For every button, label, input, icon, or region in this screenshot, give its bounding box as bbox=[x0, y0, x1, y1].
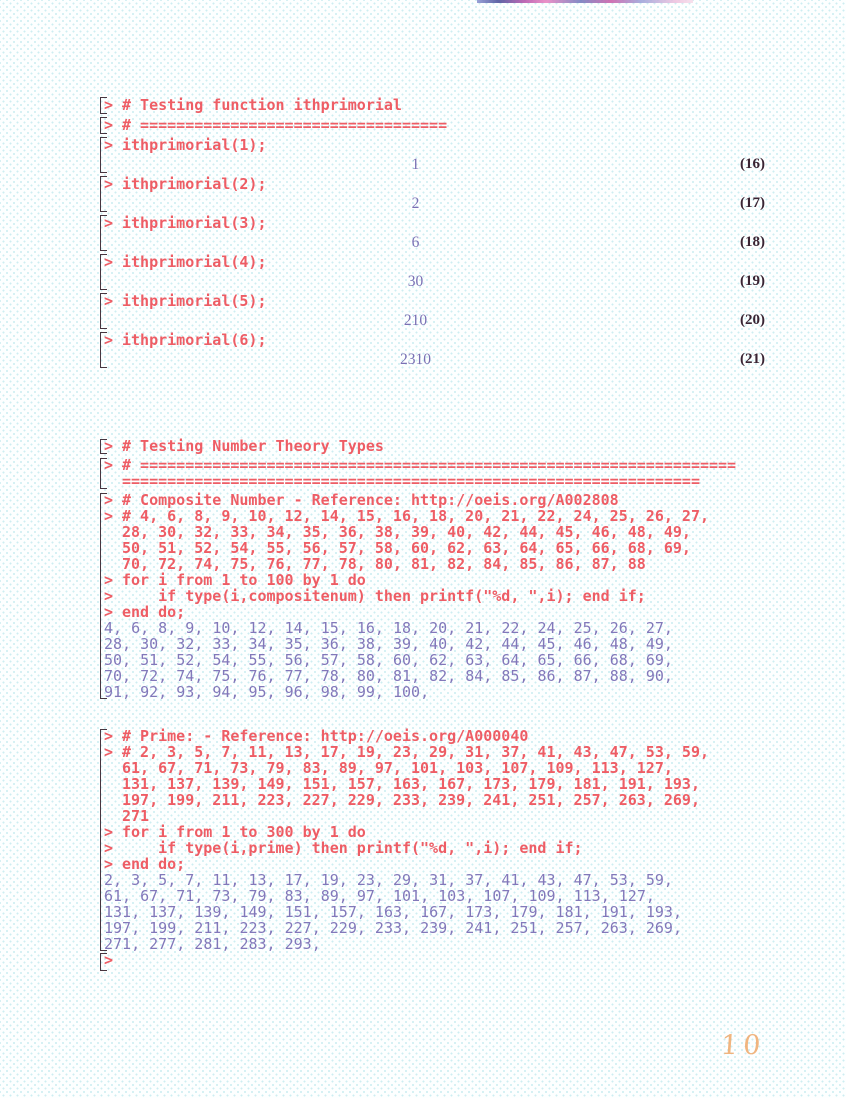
output-row bbox=[104, 311, 765, 330]
input-command: ithprimorial(4); bbox=[122, 253, 267, 271]
comment-line bbox=[104, 760, 765, 776]
section-ithprimorial-tests bbox=[100, 96, 765, 370]
execution-group-bracket bbox=[100, 254, 107, 290]
code-line bbox=[104, 136, 765, 155]
output-row bbox=[104, 233, 765, 252]
maple-prompt: > bbox=[104, 571, 114, 589]
execution-group bbox=[100, 292, 765, 330]
typeset-result: 2 bbox=[411, 194, 420, 212]
equation-label: (16) bbox=[740, 156, 765, 172]
output-line: 61, 67, 71, 73, 79, 83, 89, 97, 101, 103, 107, 109, 113, 127, bbox=[104, 887, 655, 905]
maple-prompt: > bbox=[104, 292, 114, 310]
maple-prompt: > bbox=[104, 507, 114, 525]
input-command: end do; bbox=[122, 603, 186, 621]
maple-prompt: > bbox=[104, 456, 114, 474]
maple-prompt: > bbox=[104, 214, 114, 232]
code-line bbox=[104, 604, 765, 620]
comment-line bbox=[104, 96, 765, 115]
comment-text: # Testing function ithprimorial bbox=[122, 96, 402, 114]
code-line bbox=[104, 292, 765, 311]
output-line: 197, 199, 211, 223, 227, 229, 233, 239, 241, 251, 257, 263, 269, bbox=[104, 919, 682, 937]
equation-label: (17) bbox=[740, 195, 765, 211]
execution-group bbox=[100, 331, 765, 369]
section-prime-numbers bbox=[100, 728, 765, 954]
maple-prompt: > bbox=[104, 96, 114, 114]
execution-group bbox=[100, 952, 765, 972]
divider-text: ================================================================ bbox=[122, 472, 700, 490]
equation-label: (20) bbox=[740, 312, 765, 328]
code-line bbox=[104, 588, 765, 604]
execution-group bbox=[100, 175, 765, 213]
output-line: 50, 51, 52, 54, 55, 56, 57, 58, 60, 62, 63, 64, 65, 66, 68, 69, bbox=[104, 651, 673, 669]
execution-group-bracket bbox=[100, 137, 107, 173]
typeset-result: 30 bbox=[407, 272, 424, 290]
code-line bbox=[104, 253, 765, 272]
output-line: 70, 72, 74, 75, 76, 77, 78, 80, 81, 82, 84, 85, 86, 87, 88, 90, bbox=[104, 667, 673, 685]
input-command: ithprimorial(5); bbox=[122, 292, 267, 310]
section-empty-prompt bbox=[100, 952, 765, 973]
execution-group-bracket bbox=[100, 293, 107, 329]
code-line bbox=[104, 175, 765, 194]
comment-text: # Prime: - Reference: http://oeis.org/A000040 bbox=[122, 727, 529, 745]
equation-label: (21) bbox=[740, 351, 765, 367]
comment-text: 197, 199, 211, 223, 227, 229, 233, 239, 241, 251, 257, 263, 269, bbox=[122, 791, 700, 809]
typeset-result: 6 bbox=[411, 233, 420, 251]
execution-group-bracket bbox=[100, 97, 107, 114]
code-line bbox=[104, 331, 765, 350]
maple-prompt: > bbox=[104, 491, 114, 509]
code-line bbox=[104, 840, 765, 856]
output-line: 28, 30, 32, 33, 34, 35, 36, 38, 39, 40, 42, 44, 45, 46, 48, 49, bbox=[104, 635, 673, 653]
maple-prompt: > bbox=[104, 743, 114, 761]
maple-prompt: > bbox=[104, 587, 114, 605]
maple-prompt: > bbox=[104, 175, 114, 193]
execution-group bbox=[100, 728, 765, 952]
divider-text: # ================================================================== bbox=[122, 456, 737, 474]
input-command: if type(i,prime) then printf("%d, ",i); end if; bbox=[122, 839, 583, 857]
typeset-result: 1 bbox=[411, 155, 420, 173]
comment-line bbox=[104, 792, 765, 808]
execution-group bbox=[100, 492, 765, 700]
maple-prompt: > bbox=[104, 603, 114, 621]
code-line bbox=[104, 856, 765, 872]
comment-text: 271 bbox=[122, 807, 150, 825]
comment-text: 28, 30, 32, 33, 34, 35, 36, 38, 39, 40, 42, 44, 45, 46, 48, 49, bbox=[122, 523, 691, 541]
execution-group bbox=[100, 116, 765, 135]
comment-text: # Testing Number Theory Types bbox=[122, 437, 384, 455]
comment-text: 70, 72, 74, 75, 76, 77, 78, 80, 81, 82, 84, 85, 86, 87, 88 bbox=[122, 555, 646, 573]
execution-group-bracket bbox=[100, 729, 107, 951]
comment-divider-line bbox=[104, 473, 765, 489]
output-row bbox=[104, 155, 765, 174]
comment-line bbox=[104, 540, 765, 556]
comment-line bbox=[104, 728, 765, 744]
comment-line bbox=[104, 808, 765, 824]
comment-text: 131, 137, 139, 149, 151, 157, 163, 167, 173, 179, 181, 191, 193, bbox=[122, 775, 700, 793]
output-line: 2, 3, 5, 7, 11, 13, 17, 19, 23, 29, 31, 37, 41, 43, 47, 53, 59, bbox=[104, 871, 673, 889]
code-line bbox=[104, 214, 765, 233]
code-line bbox=[104, 824, 765, 840]
output-row bbox=[104, 350, 765, 369]
execution-group bbox=[100, 438, 765, 455]
typeset-result: 2310 bbox=[400, 350, 431, 368]
equation-label: (18) bbox=[740, 234, 765, 250]
output-line: 4, 6, 8, 9, 10, 12, 14, 15, 16, 18, 20, 21, 22, 24, 25, 26, 27, bbox=[104, 619, 673, 637]
comment-divider-line bbox=[104, 116, 765, 135]
execution-group bbox=[100, 457, 765, 490]
comment-line bbox=[104, 438, 765, 454]
input-command: ithprimorial(2); bbox=[122, 175, 267, 193]
execution-group-bracket bbox=[100, 953, 107, 971]
handwritten-page-number: 10 bbox=[719, 1030, 767, 1061]
comment-line bbox=[104, 524, 765, 540]
input-command: ithprimorial(1); bbox=[122, 136, 267, 154]
output-line: 271, 277, 281, 283, 293, bbox=[104, 935, 321, 953]
comment-text: 50, 51, 52, 54, 55, 56, 57, 58, 60, 62, 63, 64, 65, 66, 68, 69, bbox=[122, 539, 691, 557]
scan-artifact-strip bbox=[477, 0, 693, 3]
comment-line bbox=[104, 776, 765, 792]
maple-prompt: > bbox=[104, 136, 114, 154]
comment-line bbox=[104, 508, 765, 524]
output-line: 91, 92, 93, 94, 95, 96, 98, 99, 100, bbox=[104, 683, 430, 701]
equation-label: (19) bbox=[740, 273, 765, 289]
section-composite-numbers bbox=[100, 438, 765, 702]
maple-prompt: > bbox=[104, 253, 114, 271]
maple-prompt: > bbox=[104, 951, 114, 969]
comment-line bbox=[104, 744, 765, 760]
input-command: for i from 1 to 100 by 1 do bbox=[122, 571, 366, 589]
execution-group bbox=[100, 253, 765, 291]
output-line: 131, 137, 139, 149, 151, 157, 163, 167, 173, 179, 181, 191, 193, bbox=[104, 903, 682, 921]
execution-group-bracket bbox=[100, 439, 107, 454]
comment-text: # Composite Number - Reference: http://oeis.org/A002808 bbox=[122, 491, 619, 509]
comment-line bbox=[104, 556, 765, 572]
comment-text: # 4, 6, 8, 9, 10, 12, 14, 15, 16, 18, 20, 21, 22, 24, 25, 26, 27, bbox=[122, 507, 709, 525]
maple-prompt: > bbox=[104, 331, 114, 349]
execution-group-bracket bbox=[100, 332, 107, 368]
input-command: ithprimorial(3); bbox=[122, 214, 267, 232]
code-line bbox=[104, 572, 765, 588]
comment-text: # 2, 3, 5, 7, 11, 13, 17, 19, 23, 29, 31, 37, 41, 43, 47, 53, 59, bbox=[122, 743, 709, 761]
maple-prompt: > bbox=[104, 855, 114, 873]
maple-prompt: > bbox=[104, 116, 114, 134]
output-row bbox=[104, 194, 765, 213]
execution-group bbox=[100, 136, 765, 174]
maple-prompt: > bbox=[104, 839, 114, 857]
execution-group-bracket bbox=[100, 215, 107, 251]
execution-group bbox=[100, 96, 765, 115]
comment-divider-line bbox=[104, 457, 765, 473]
empty-prompt-line bbox=[104, 952, 765, 968]
output-row bbox=[104, 272, 765, 291]
execution-group-bracket bbox=[100, 117, 107, 134]
input-command: end do; bbox=[122, 855, 186, 873]
execution-group-bracket bbox=[100, 176, 107, 212]
maple-prompt: > bbox=[104, 823, 114, 841]
input-command: for i from 1 to 300 by 1 do bbox=[122, 823, 366, 841]
comment-text: 61, 67, 71, 73, 79, 83, 89, 97, 101, 103, 107, 109, 113, 127, bbox=[122, 759, 673, 777]
input-command: ithprimorial(6); bbox=[122, 331, 267, 349]
divider-text: # ================================== bbox=[122, 116, 448, 134]
execution-group-bracket bbox=[100, 458, 107, 489]
maple-prompt: > bbox=[104, 437, 114, 455]
typeset-result: 210 bbox=[403, 311, 428, 329]
execution-group bbox=[100, 214, 765, 252]
execution-group-bracket bbox=[100, 493, 107, 699]
input-command: if type(i,compositenum) then printf("%d, ",i); end if; bbox=[122, 587, 646, 605]
comment-line bbox=[104, 492, 765, 508]
maple-prompt: > bbox=[104, 727, 114, 745]
